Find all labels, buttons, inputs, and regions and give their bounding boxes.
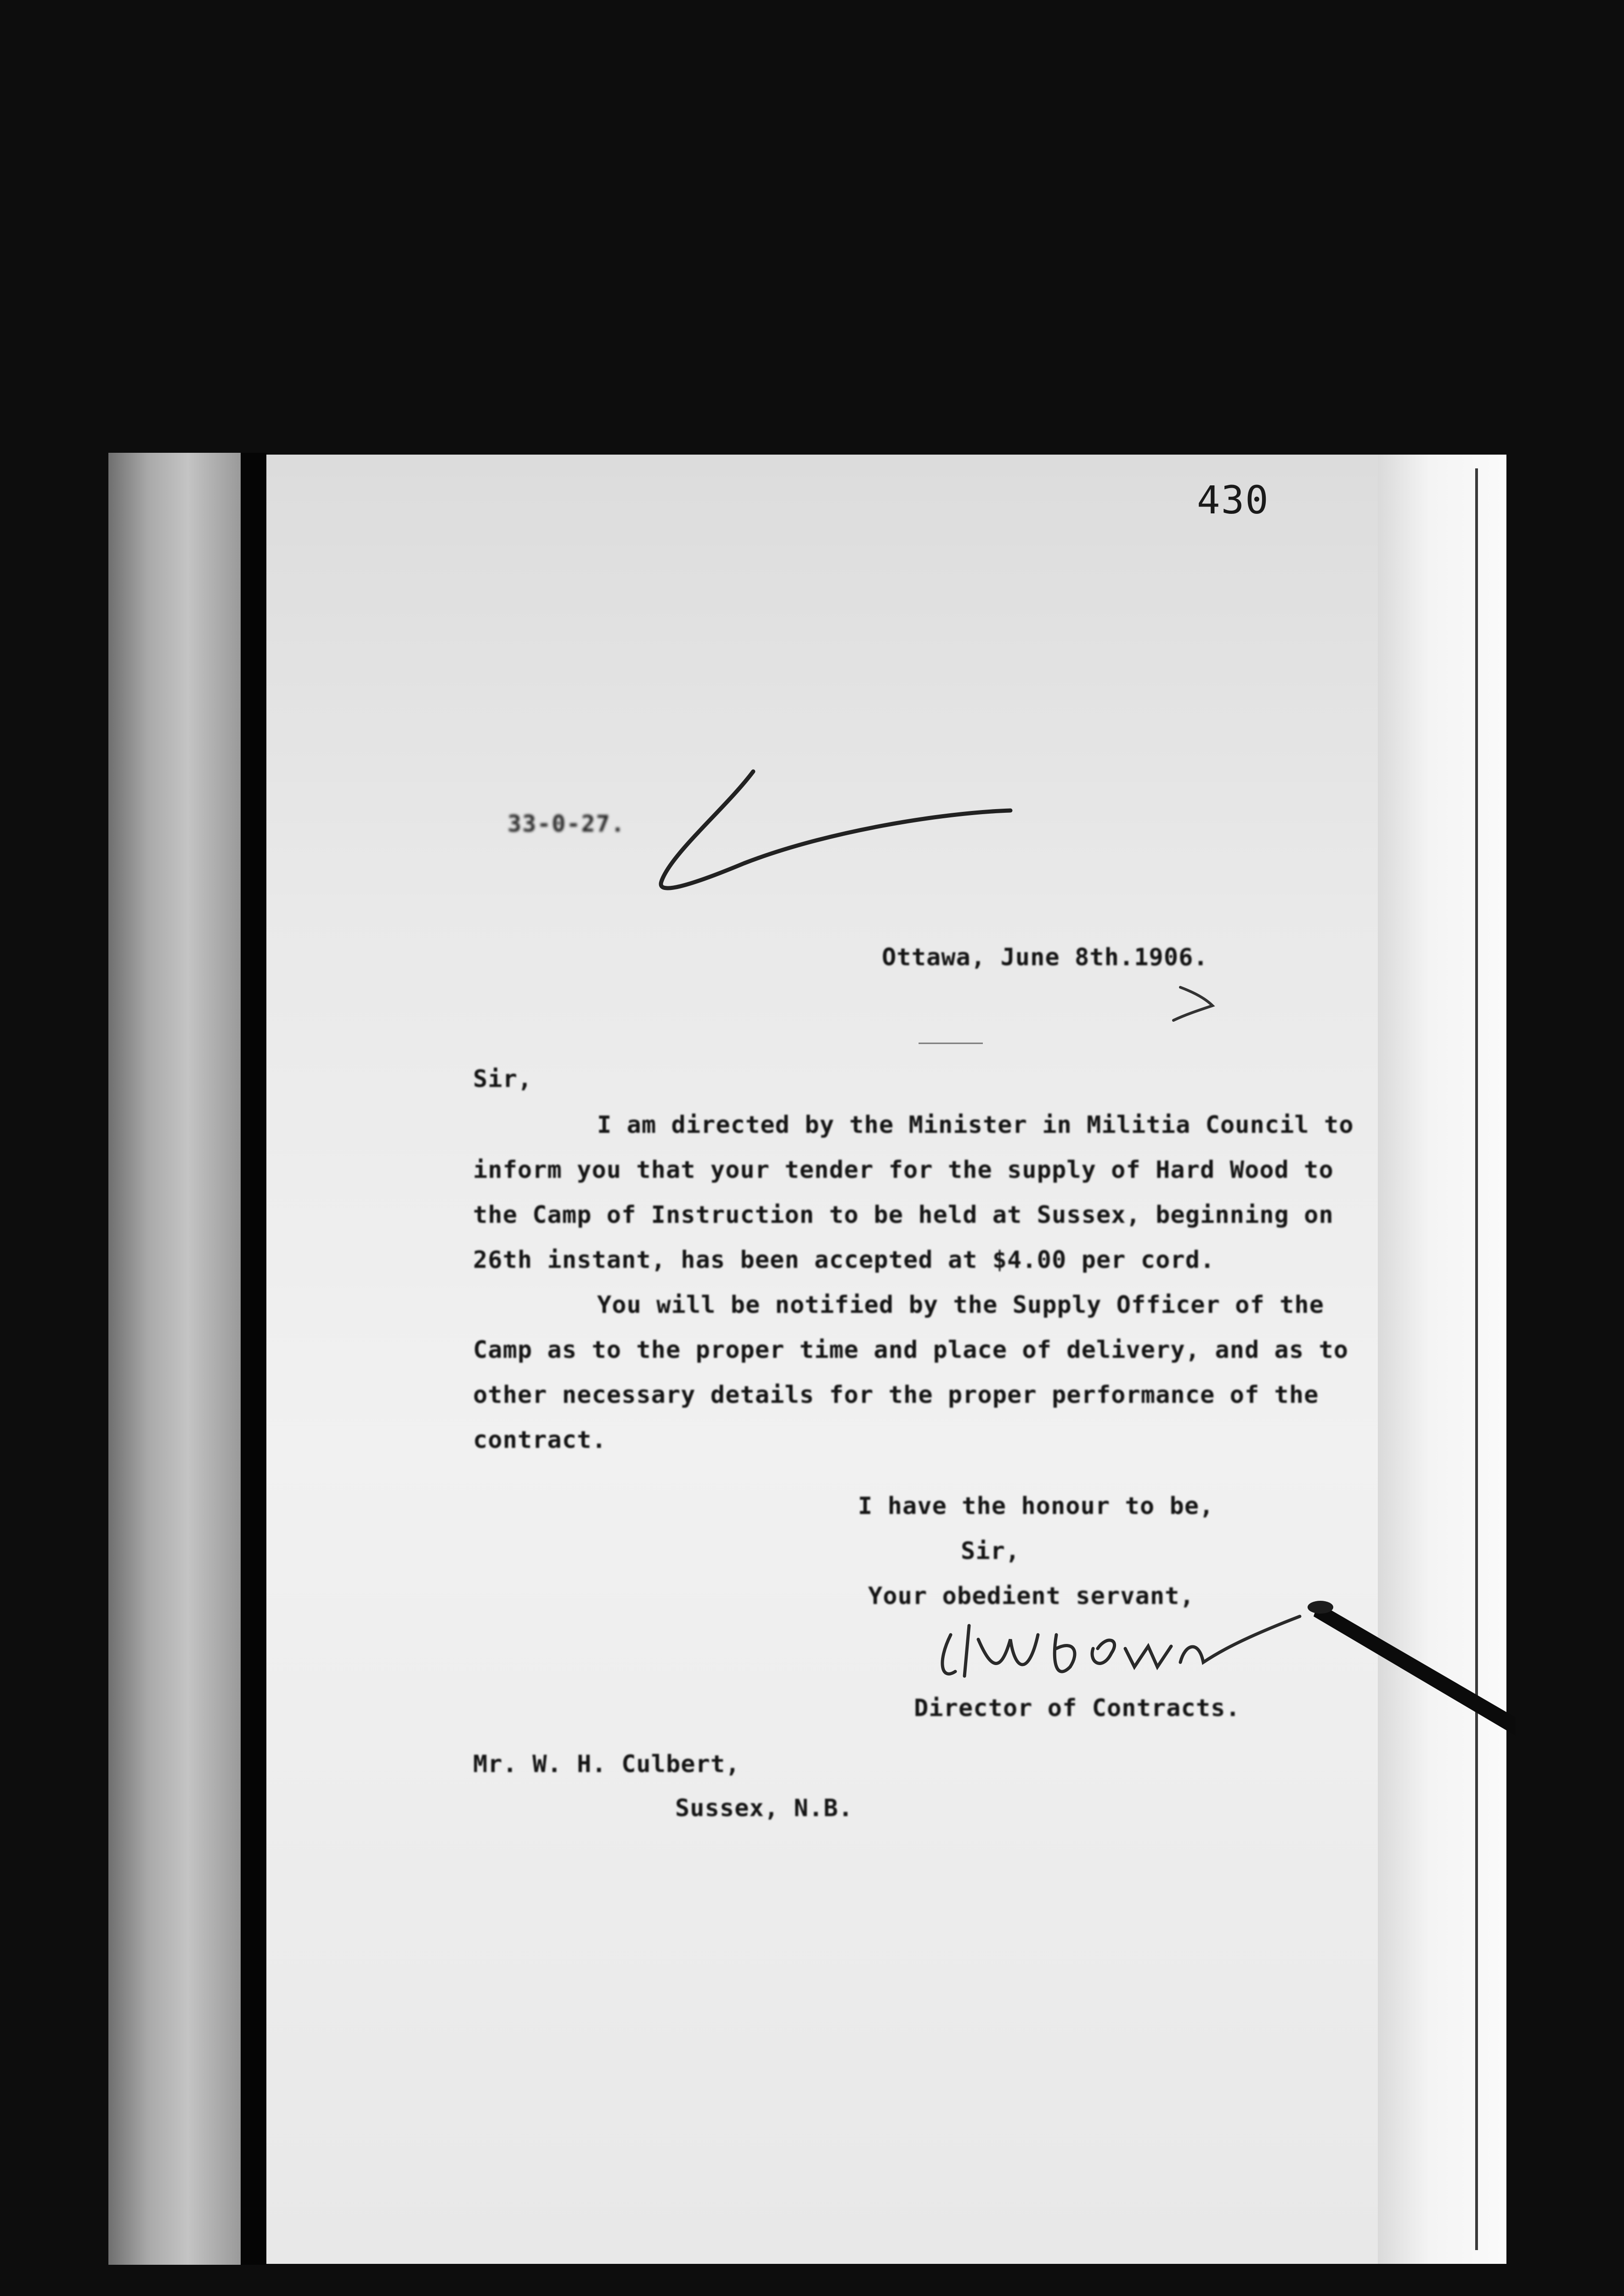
signer-title: Director of Contracts. (914, 1694, 1241, 1722)
pen-tip-object (1314, 1603, 1516, 1736)
pen-nib (1308, 1601, 1333, 1614)
addressee-name: Mr. W. H. Culbert, (473, 1750, 740, 1778)
closing-line: I have the honour to be, (858, 1492, 1214, 1520)
page-number: 430 (1197, 478, 1269, 523)
date-line: Ottawa, June 8th.1906. (882, 944, 1208, 971)
salutation: Sir, (473, 1065, 533, 1093)
body-line: I am directed by the Minister in Militia Council to (597, 1111, 1354, 1139)
body-line: contract. (473, 1426, 607, 1454)
file-reference: 33-0-27. (508, 810, 626, 837)
body-line: Camp as to the proper time and place of delivery, and as to (473, 1336, 1349, 1364)
body-line: 26th instant, has been accepted at $4.00 per cord. (473, 1246, 1215, 1274)
body-line: other necessary details for the proper performance of the (473, 1381, 1319, 1409)
signature-stroke (942, 1616, 1300, 1676)
checkmark-stroke (661, 771, 1010, 888)
body-line: the Camp of Instruction to be held at Sussex, beginning on (473, 1201, 1334, 1229)
body-line: inform you that your tender for the supply of Hard Wood to (473, 1156, 1334, 1184)
addressee-location: Sussex, N.B. (675, 1795, 853, 1822)
closing-line: Sir, (961, 1537, 1021, 1565)
margin-tick-mark (1173, 987, 1212, 1020)
closing-line: Your obedient servant, (868, 1582, 1195, 1610)
body-line: You will be notified by the Supply Officer of the (597, 1291, 1325, 1319)
